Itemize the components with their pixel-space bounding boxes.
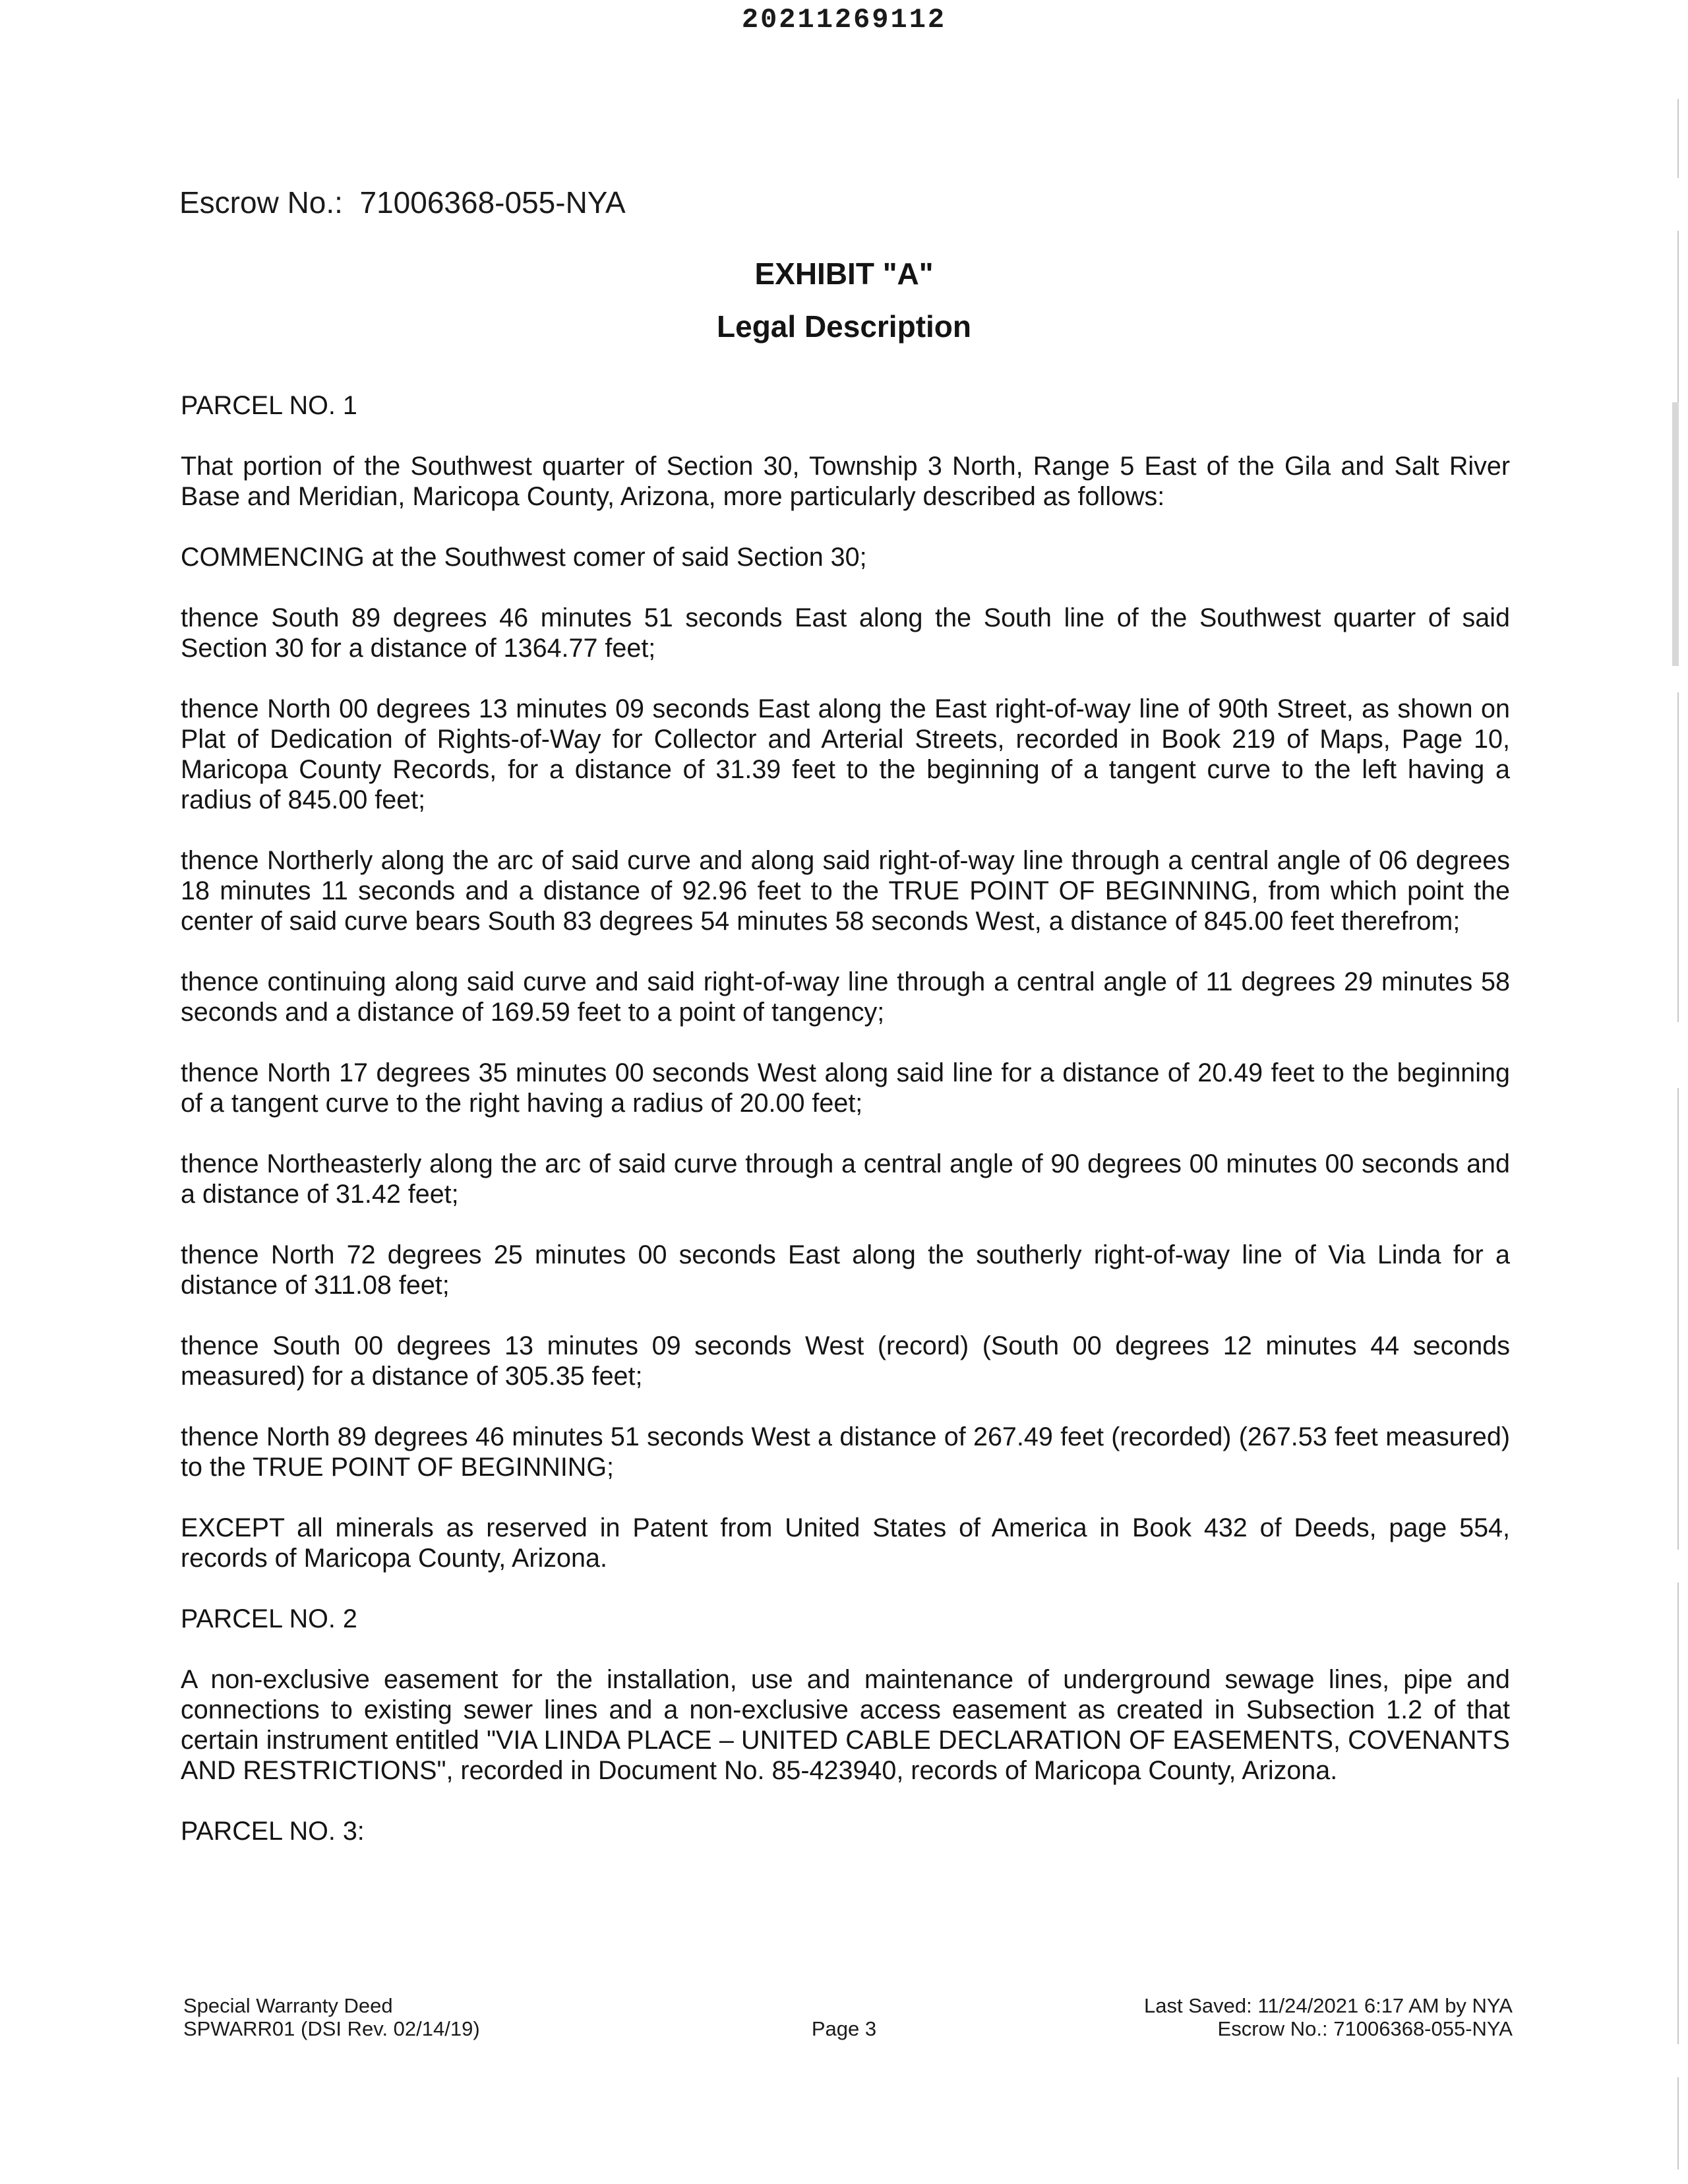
- footer-left: [183, 1994, 480, 2040]
- paragraph-intro: That portion of the Southwest quarter of Section 30, Township 3 North, Range 5 East of the Gila and Salt River Base and Meridian, Maricopa County, Arizona, more particularly described as follows:: [181, 452, 1510, 511]
- paragraph-course-9: thence North 89 degrees 46 minutes 51 seconds West a distance of 267.49 feet (recorded) (267.53 feet measured) to the TRUE POINT OF BEGINNING;: [181, 1422, 1510, 1482]
- paragraph-easement: A non-exclusive easement for the installation, use and maintenance of underground sewage lines, pipe and connections to existing sewer lines and a non-exclusive access easement as created in Subsection 1.2 of that certain instrument entitled "VIA LINDA PLACE – UNITED CABLE DECLARATION OF EASEMENTS, COVENANTS AND RESTRICTIONS", recorded in Document No. 85-423940, records of Maricopa County, Arizona.: [181, 1665, 1510, 1785]
- paragraph-except-minerals: EXCEPT all minerals as reserved in Patent from United States of America in Book 432 of Deeds, page 554, records of Maricopa County, Arizona.: [181, 1513, 1510, 1573]
- footer-escrow-number: Escrow No.: 71006368-055-NYA: [1217, 2017, 1513, 2040]
- parcel-3-label: PARCEL NO. 3:: [181, 1817, 365, 1846]
- footer-document-type: Special Warranty Deed: [183, 1994, 393, 2017]
- escrow-label: Escrow No.:: [179, 185, 343, 220]
- footer-right: [1068, 1994, 1513, 2040]
- paragraph-course-8: thence South 00 degrees 13 minutes 09 seconds West (record) (South 00 degrees 12 minutes 44 seconds measured) for a distance of 305.35 feet;: [181, 1331, 1510, 1391]
- paragraph-course-4: thence continuing along said curve and said right-of-way line through a central angle of 11 degrees 29 minutes 58 seconds and a distance of 169.59 feet to a point of tangency;: [181, 967, 1510, 1027]
- paragraph-course-7: thence North 72 degrees 25 minutes 00 seconds East along the southerly right-of-way line of Via Linda for a distance of 311.08 feet;: [181, 1240, 1510, 1300]
- exhibit-title: EXHIBIT "A": [754, 257, 934, 291]
- paragraph-course-3: thence Northerly along the arc of said curve and along said right-of-way line through a central angle of 06 degrees 18 minutes 11 seconds and a distance of 92.96 feet to the TRUE POINT OF BEGINNING, from which point the center of said curve bears South 83 degrees 54 minutes 58 seconds West, a distance of 845.00 feet therefrom;: [181, 846, 1510, 936]
- paragraph-course-1: thence South 89 degrees 46 minutes 51 seconds East along the South line of the Southwest quarter of said Section 30 for a distance of 1364.77 feet;: [181, 603, 1510, 663]
- paragraph-commencing: COMMENCING at the Southwest comer of said Section 30;: [181, 543, 867, 572]
- page-number: Page 3: [811, 2017, 877, 2040]
- footer-form-revision: SPWARR01 (DSI Rev. 02/14/19): [183, 2017, 480, 2040]
- legal-description-body: [181, 390, 1510, 1877]
- legal-description-heading: Legal Description: [717, 309, 971, 344]
- parcel-2-label: PARCEL NO. 2: [181, 1604, 357, 1633]
- escrow-header: [179, 185, 626, 220]
- parcel-1-label: PARCEL NO. 1: [181, 391, 357, 420]
- recording-number: 20211269112: [741, 4, 947, 36]
- paragraph-course-2: thence North 00 degrees 13 minutes 09 seconds East along the East right-of-way line of 90th Street, as shown on Plat of Dedication of Rights-of-Way for Collector and Arterial Streets, recorded in Book 219 of Maps, Page 10, Maricopa County Records, for a distance of 31.39 feet to the beginning of a tangent curve to the left having a radius of 845.00 feet;: [181, 694, 1510, 814]
- paragraph-course-6: thence Northeasterly along the arc of said curve through a central angle of 90 degrees 00 minutes 00 seconds and a distance of 31.42 feet;: [181, 1149, 1510, 1209]
- footer-last-saved: Last Saved: 11/24/2021 6:17 AM by NYA: [1144, 1994, 1513, 2017]
- escrow-number: 71006368-055-NYA: [359, 185, 626, 220]
- scan-edge-artifact: [1660, 99, 1679, 2176]
- paragraph-course-5: thence North 17 degrees 35 minutes 00 seconds West along said line for a distance of 20.49 feet to the beginning of a tangent curve to the right having a radius of 20.00 feet;: [181, 1058, 1510, 1118]
